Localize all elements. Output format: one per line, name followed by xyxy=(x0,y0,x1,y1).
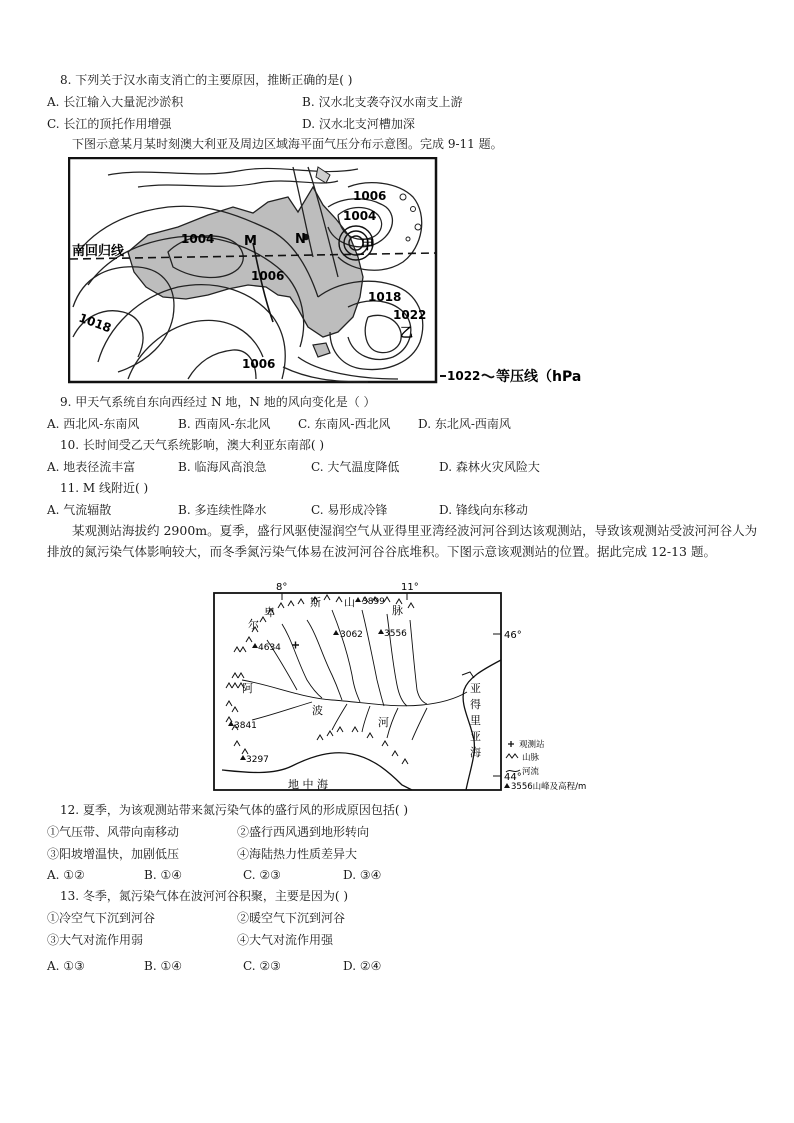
q10-option-b: B. 临海风高浪急 xyxy=(178,460,267,474)
iso-label: 1018 xyxy=(368,290,402,304)
q12-statement-1: ①气压带、风带向南移动 xyxy=(47,825,180,839)
adriatic-char: 亚 xyxy=(470,730,481,743)
label-m: M xyxy=(244,234,257,249)
alps-char: 卑 xyxy=(264,606,275,619)
q11-option-a: A. 气流辐散 xyxy=(47,503,112,517)
q13-option-a: A. ①③ xyxy=(47,959,85,973)
peak-label: 3841 xyxy=(234,721,257,731)
q9-option-b: B. 西南风-东北风 xyxy=(178,417,271,431)
lon-right: 11° xyxy=(401,582,419,593)
intro-9-11: 下图示意某月某时刻澳大利亚及周边区域海平面气压分布示意图。完成 9-11 题。 xyxy=(72,137,503,151)
q8-option-a: A. 长江输入大量泥沙淤积 xyxy=(47,95,184,109)
lat-bottom: 44° xyxy=(504,772,522,783)
q10-option-a: A. 地表径流丰富 xyxy=(47,460,136,474)
legend-peak: 3556山峰及高程/m xyxy=(511,782,587,792)
label-yi: 乙 xyxy=(400,326,414,341)
legend-river: 河流 xyxy=(522,767,540,777)
alps-char: 尔 xyxy=(248,618,259,631)
po-char: 河 xyxy=(378,716,389,729)
intro-12-13: 某观测站海拔约 2900m。夏季，盛行风驱使湿润空气从亚得里亚湾经波河河谷到达该观测站，导致该观测站受波河河谷人为排放的氮污染气体影响较大，而冬季氮污染气体易在波河河谷谷底堆积。下图示意该观测站的位置。据此完成 12-13 题。 xyxy=(47,523,758,559)
q10-option-c: C. 大气温度降低 xyxy=(311,460,400,474)
q13-option-c: C. ②③ xyxy=(243,959,281,973)
q13-statement-2: ②暖空气下沉到河谷 xyxy=(237,911,346,925)
q8-option-c: C. 长江的顶托作用增强 xyxy=(47,117,172,131)
po-char: 波 xyxy=(312,704,323,717)
iso-label: 1004 xyxy=(181,232,215,246)
q13-statement-3: ③大气对流作用弱 xyxy=(47,933,144,947)
q13-option-b: B. ①④ xyxy=(144,959,182,973)
iso-label: 1006 xyxy=(353,189,387,203)
alps-char: 阿 xyxy=(242,682,253,695)
q13-stem: 13. 冬季，氮污染气体在波河河谷积聚，主要是因为( ) xyxy=(60,889,349,903)
q12-stem: 12. 夏季，为该观测站带来氮污染气体的盛行风的形成原因包括( ) xyxy=(60,803,409,817)
label-n: N xyxy=(295,232,306,247)
q13-option-d: D. ②④ xyxy=(343,959,382,973)
q12-statement-2: ②盛行西风遇到地形转向 xyxy=(237,825,370,839)
q8-option-b: B. 汉水北支袭夺汉水南支上游 xyxy=(302,95,463,109)
q11-option-d: D. 锋线向东移动 xyxy=(439,503,528,517)
q11-option-b: B. 多连续性降水 xyxy=(178,503,267,517)
q10-stem: 10. 长时间受乙天气系统影响，澳大利亚东南部( ) xyxy=(60,438,325,452)
q8-stem: 8. 下列关于汉水南支消亡的主要原因，推断正确的是( ) xyxy=(60,73,353,87)
q12-statement-3: ③阳坡增温快，加剧低压 xyxy=(47,847,180,861)
q9-option-d: D. 东北风-西南风 xyxy=(418,417,511,431)
q9-option-a: A. 西北风-东南风 xyxy=(47,417,140,431)
tropic-label: 南回归线 xyxy=(72,244,125,259)
iso-label: 1004 xyxy=(343,209,377,223)
q12-option-c: C. ②③ xyxy=(243,868,281,882)
q8-option-d: D. 汉水北支河槽加深 xyxy=(302,117,415,131)
iso-label: 1006 xyxy=(251,269,285,283)
q12-statement-4: ④海陆热力性质差异大 xyxy=(237,847,358,861)
label-jia: 甲 xyxy=(361,238,375,253)
legend-value: 1022 xyxy=(447,369,481,383)
alps-char: 山 xyxy=(344,596,355,609)
peak-label: 3062 xyxy=(340,630,363,640)
adriatic-char: 海 xyxy=(470,746,481,759)
q10-option-d: D. 森林火灾风险大 xyxy=(439,460,540,474)
adriatic-char: 得 xyxy=(470,698,481,711)
iso-label: 1022 xyxy=(393,308,427,322)
adriatic-char: 亚 xyxy=(470,682,481,695)
q12-option-a: A. ①② xyxy=(47,868,85,882)
po-valley-map xyxy=(212,580,592,792)
peak-label: 3297 xyxy=(246,755,269,765)
q11-option-c: C. 易形成冷锋 xyxy=(311,503,388,517)
q13-statement-4: ④大气对流作用强 xyxy=(237,933,334,947)
sea-label: 地 中 海 xyxy=(288,778,328,791)
peak-label: 3556 xyxy=(384,629,407,639)
legend-text: 等压线（hPa xyxy=(496,369,582,385)
q12-option-b: B. ①④ xyxy=(144,868,182,882)
pressure-map xyxy=(68,157,588,385)
legend-station: 观测站 xyxy=(519,740,545,750)
alps-char: 斯 xyxy=(310,596,321,609)
adriatic-char: 里 xyxy=(470,714,481,727)
peak-label: 4634 xyxy=(258,643,281,653)
q9-stem: 9. 甲天气系统自东向西经过 N 地，N 地的风向变化是（ ） xyxy=(60,395,376,409)
iso-label: 1018 xyxy=(76,310,114,336)
q11-stem: 11. M 线附近( ) xyxy=(60,481,149,495)
q13-statement-1: ①冷空气下沉到河谷 xyxy=(47,911,156,925)
q12-option-d: D. ③④ xyxy=(343,868,382,882)
peak-label: 3899 xyxy=(362,597,385,607)
alps-char: 脉 xyxy=(392,604,403,617)
q9-option-c: C. 东南风-西北风 xyxy=(298,417,391,431)
lat-top: 46° xyxy=(504,630,522,641)
lon-left: 8° xyxy=(276,582,288,593)
iso-label: 1006 xyxy=(242,357,276,371)
legend-mountain: 山脉 xyxy=(522,753,540,763)
